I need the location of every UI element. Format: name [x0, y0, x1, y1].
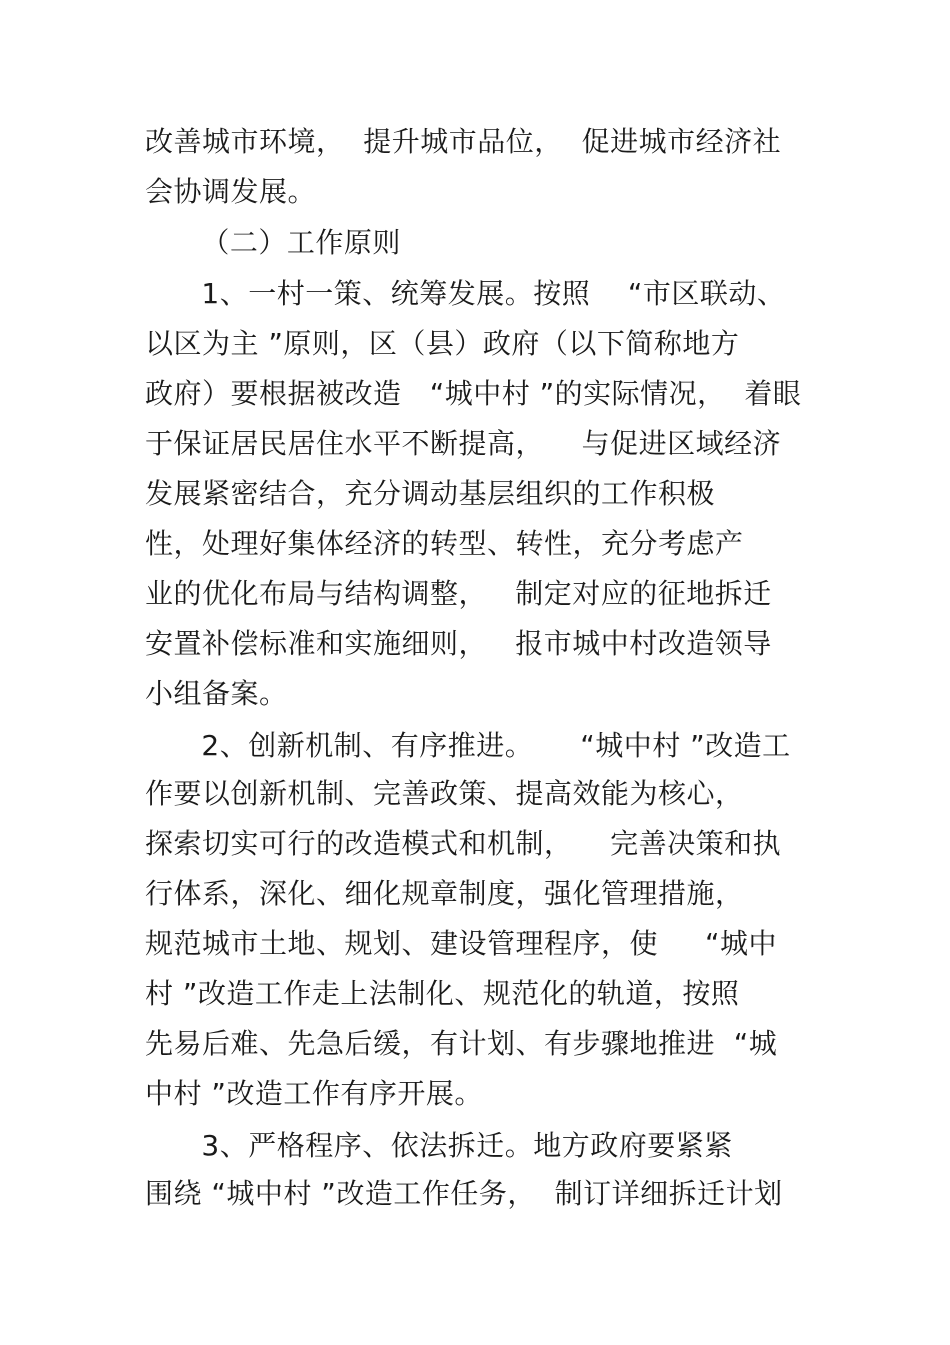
text-line: 以区为主 ”原则，区（县）政府（以下简称地方: [145, 327, 740, 360]
text-line: 政府）要根据被改造 “城中村 ”的实际情况， 着眼: [145, 377, 802, 410]
text-line: 小组备案。: [145, 677, 288, 710]
text-line: 行体系，深化、细化规章制度，强化管理措施，: [145, 877, 744, 910]
text-line: 性，处理好集体经济的转型、转性，充分考虑产: [145, 527, 744, 560]
text-line: 作要以创新机制、完善政策、提高效能为核心，: [145, 777, 744, 810]
text-line: 先易后难、先急后缓，有计划、有步骤地推进 “城: [145, 1027, 778, 1060]
text-line: 1、一村一策、统筹发展。按照 “市区联动、: [145, 277, 786, 310]
text-line: 发展紧密结合，充分调动基层组织的工作积极: [145, 477, 716, 510]
text-line: 于保证居民居住水平不断提高， 与促进区域经济: [145, 427, 782, 460]
text-line: 会协调发展。: [145, 175, 317, 208]
text-line: 2、创新机制、有序推进。 “城中村 ”改造工: [145, 729, 791, 762]
text-line: 安置补偿标准和实施细则， 报市城中村改造领导: [145, 627, 772, 660]
section-heading: （二）工作原则: [145, 226, 401, 259]
text-line: 规范城市土地、规划、建设管理程序，使 “城中: [145, 927, 778, 960]
text-line: 3、严格程序、依法拆迁。地方政府要紧紧: [145, 1129, 733, 1162]
text-line: 围绕 “城中村 ”改造工作任务， 制订详细拆迁计划: [145, 1177, 783, 1210]
text-line: 村 ”改造工作走上法制化、规范化的轨道，按照: [145, 977, 740, 1010]
text-line: 改善城市环境， 提升城市品位， 促进城市经济社: [145, 125, 782, 158]
text-line: 探索切实可行的改造模式和机制， 完善决策和执: [145, 827, 782, 860]
text-line: 中村 ”改造工作有序开展。: [145, 1077, 483, 1110]
text-line: 业的优化布局与结构调整， 制定对应的征地拆迁: [145, 577, 772, 610]
